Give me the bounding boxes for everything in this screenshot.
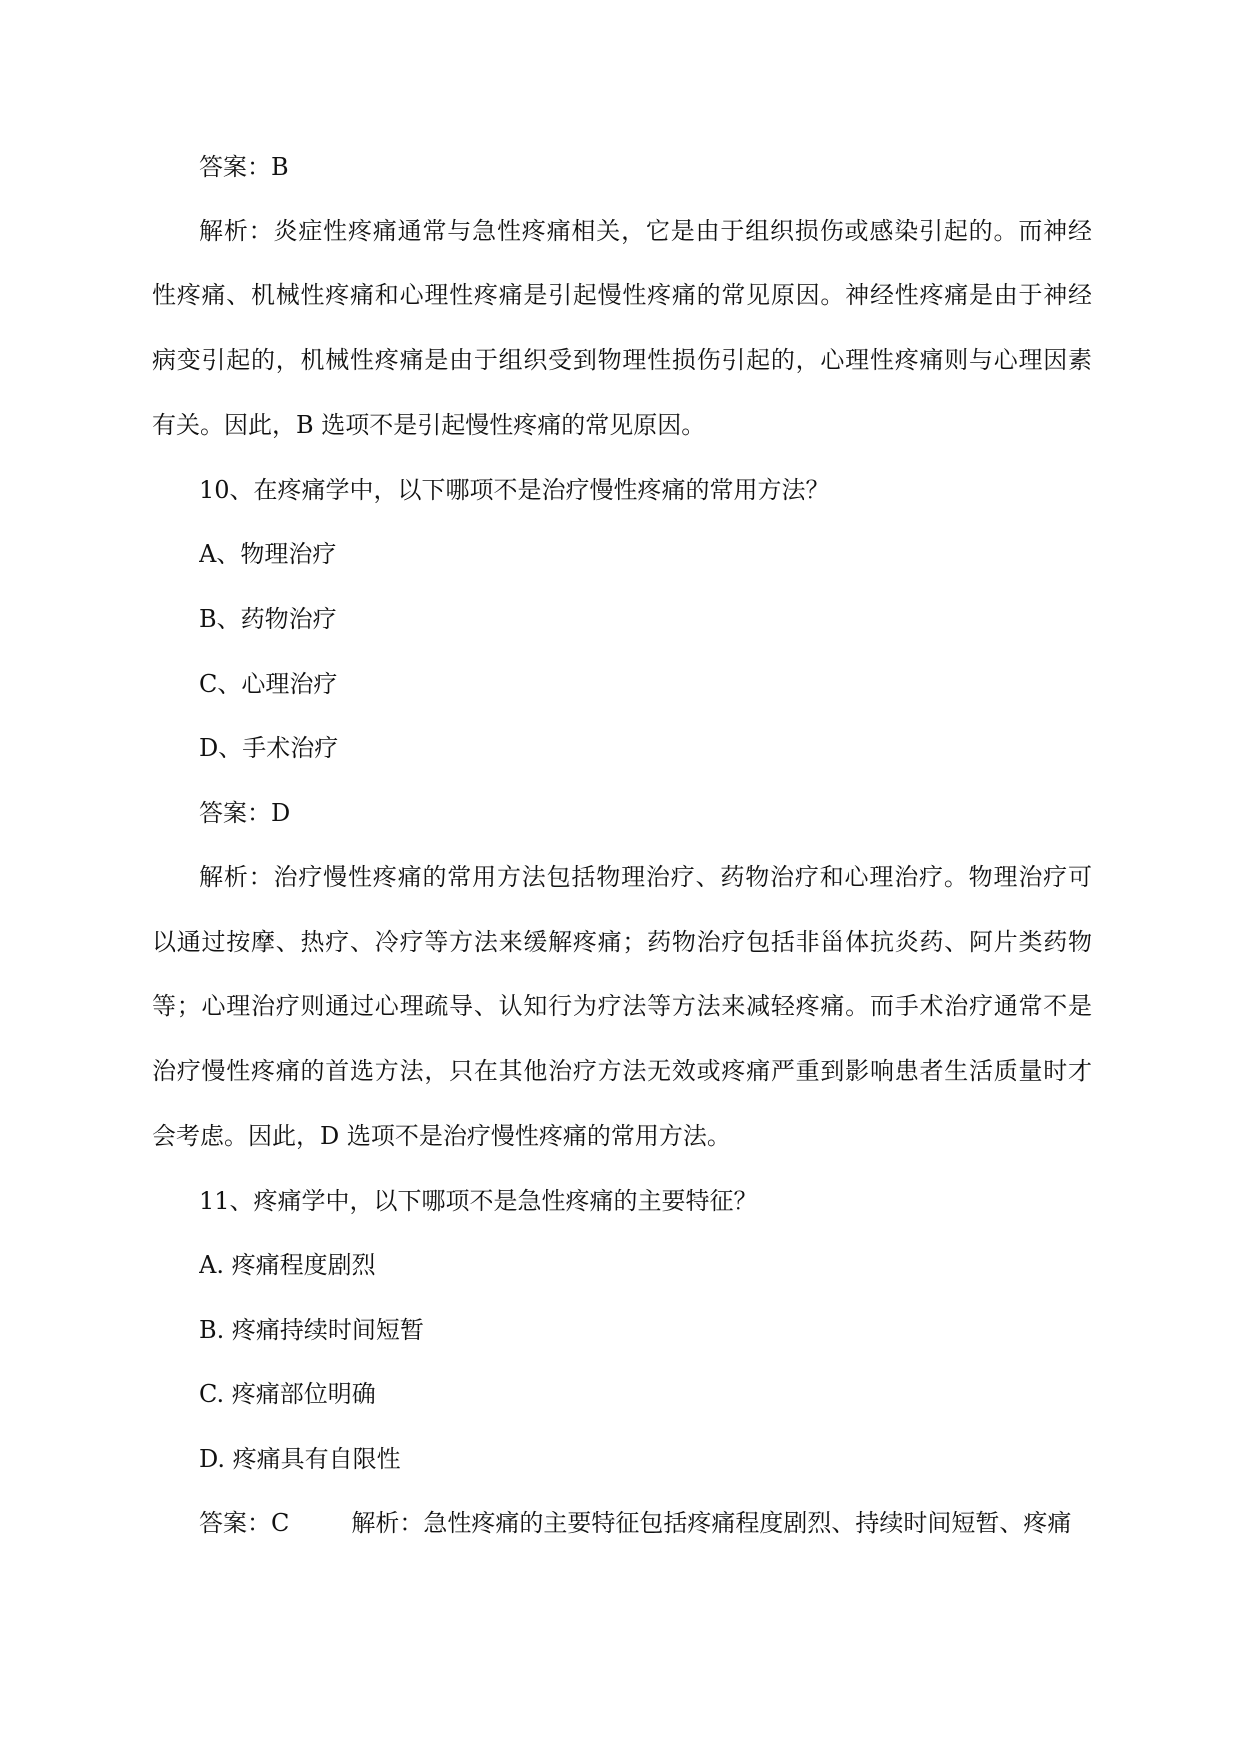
q10-analysis-line: 会考虑。因此，D 选项不是治疗慢性疼痛的常用方法。	[152, 1122, 731, 1150]
q11-answer-analysis-line	[199, 1507, 1092, 1539]
q11-option-b: B. 疼痛持续时间短暂	[199, 1316, 424, 1344]
q10-option-a: A、物理治疗	[199, 540, 337, 568]
q10-analysis-line: 等；心理治疗则通过心理疏导、认知行为疗法等方法来减轻疼痛。而手术治疗通常不是	[152, 992, 1092, 1020]
q10-option-b: B、药物治疗	[199, 605, 337, 633]
q9-analysis-line: 病变引起的，机械性疼痛是由于组织受到物理性损伤引起的，心理性疼痛则与心理因素	[152, 346, 1092, 374]
q10-analysis-line: 以通过按摩、热疗、冷疗等方法来缓解疼痛；药物治疗包括非甾体抗炎药、阿片类药物	[152, 928, 1092, 956]
q11-option-a: A. 疼痛程度剧烈	[199, 1251, 376, 1279]
q10-analysis-line: 解析：治疗慢性疼痛的常用方法包括物理治疗、药物治疗和心理治疗。物理治疗可	[199, 863, 1092, 891]
q11-answer: 答案：C	[199, 1509, 290, 1537]
q9-analysis-line: 有关。因此，B 选项不是引起慢性疼痛的常见原因。	[152, 411, 706, 439]
q11-question: 11、疼痛学中，以下哪项不是急性疼痛的主要特征？	[199, 1187, 758, 1215]
q10-analysis-line: 治疗慢性疼痛的首选方法，只在其他治疗方法无效或疼痛严重到影响患者生活质量时才	[152, 1057, 1092, 1085]
q10-option-c: C、心理治疗	[199, 670, 338, 698]
q11-option-c: C. 疼痛部位明确	[199, 1380, 376, 1408]
q10-answer: 答案：D	[199, 799, 291, 827]
q9-answer: 答案：B	[199, 153, 289, 181]
q9-analysis-line: 性疼痛、机械性疼痛和心理性疼痛是引起慢性疼痛的常见原因。神经性疼痛是由于神经	[152, 281, 1092, 309]
q9-analysis-line: 解析：炎症性疼痛通常与急性疼痛相关，它是由于组织损伤或感染引起的。而神经	[199, 217, 1092, 245]
q10-option-d: D、手术治疗	[199, 734, 339, 762]
q11-option-d: D. 疼痛具有自限性	[199, 1445, 401, 1473]
q11-analysis-start: 解析：急性疼痛的主要特征包括疼痛程度剧烈、持续时间短暂、疼痛	[351, 1509, 1072, 1537]
q10-question: 10、在疼痛学中，以下哪项不是治疗慢性疼痛的常用方法？	[199, 476, 830, 504]
